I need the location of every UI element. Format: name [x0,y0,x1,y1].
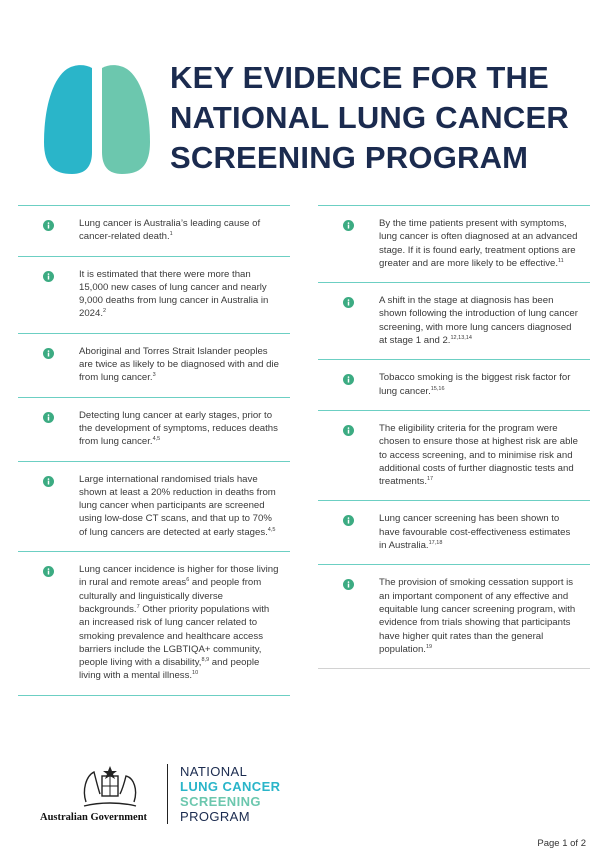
evidence-item [18,205,290,256]
title-line-2: NATIONAL LUNG CANCER [170,100,569,135]
info-icon [343,374,354,385]
evidence-item [18,333,290,397]
program-logo-text [180,764,280,824]
evidence-text: Lung cancer incidence is higher for those living in rural and remote areas$^6$ and people from culturally and linguistically diverse backgrounds.$^7$ Other priority populations with an increased risk of lung cancer related to smoking prevalence and healthcare access barriers include the LGBTIQA+ community, people living with a disability,$^{8,9}$ and people living with a mental illness.$^{10}$ [79,564,279,682]
page-title [170,58,590,178]
lungs-icon [42,62,152,176]
footer-logo [40,762,290,826]
info-icon [343,297,354,308]
title-line-1: KEY EVIDENCE FOR THE [170,60,549,95]
program-line-3: SCREENING [180,794,261,809]
program-line-4: PROGRAM [180,809,250,824]
evidence-item [318,359,590,410]
info-icon [43,220,54,231]
info-icon [343,220,354,231]
page-number: Page 1 of 2 [537,838,586,849]
program-line-1: NATIONAL [180,764,248,779]
evidence-text: Aboriginal and Torres Strait Islander peoples are twice as likely to be diagnosed with and die from lung cancer.$^3$ [79,345,279,384]
coat-of-arms-icon [80,762,140,810]
left-evidence-column [18,205,290,696]
logo-divider [167,764,168,824]
evidence-text: Large international randomised trials have shown at least a 20% reduction in deaths from lung cancer when participants are screened using low-dose CT scans, and that up to 70% of lung cancers are detected at early stages.$^{4,5}$ [79,473,276,538]
info-icon [43,348,54,359]
info-icon [343,515,354,526]
evidence-item [18,461,290,551]
evidence-text: A shift in the stage at diagnosis has been shown following the introduction of lung cancer screening, with more lung cancers diagnosed at stage 1 and 2.$^{12,13,14}$ [379,295,578,347]
evidence-item [18,397,290,461]
evidence-item [318,564,590,669]
info-icon [343,579,354,590]
evidence-text: Lung cancer is Australia’s leading cause of cancer-related death.$^1$ [79,218,261,243]
info-icon [43,271,54,282]
evidence-item [318,205,590,282]
evidence-text: The provision of smoking cessation support is an important component of any effective and equitable lung cancer screening program, with evidence from trials showing that participants have higher quit rates than the general population.$^{19}$ [379,577,576,655]
right-evidence-column [318,205,590,669]
evidence-text: Detecting lung cancer at early stages, prior to the development of symptoms, reduces deaths from lung cancer.$^{4,5}$ [79,409,278,448]
info-icon [343,425,354,436]
info-icon [43,476,54,487]
evidence-text: Tobacco smoking is the biggest risk factor for lung cancer.$^{15,16}$ [379,372,571,397]
evidence-text: By the time patients present with symptoms, lung cancer is often diagnosed at an advanced stage. If it is found early, treatment options are greater and are more likely to be effective.$^{11}$ [379,218,578,269]
info-icon [43,412,54,423]
program-line-2: LUNG CANCER [180,779,281,794]
australian-government-label: Australian Government [40,812,148,823]
info-icon [43,566,54,577]
evidence-text: It is estimated that there were more than 15,000 new cases of lung cancer and nearly 9,000 deaths from lung cancer in Australia in 2024.$^2$ [79,268,269,320]
evidence-item [18,551,290,696]
evidence-item [318,500,590,564]
evidence-item [318,410,590,500]
evidence-item [318,282,590,359]
evidence-item [18,256,290,333]
evidence-text: The eligibility criteria for the program were chosen to ensure those at highest risk are able to access screening, and to minimise risk and additional costs of further diagnostic tests and treatments.$^{17}$ [379,422,578,488]
evidence-text: Lung cancer screening has been shown to have favourable cost-effectiveness estimates in Australia.$^{17,18}$ [379,513,571,552]
title-line-3: SCREENING PROGRAM [170,140,529,175]
